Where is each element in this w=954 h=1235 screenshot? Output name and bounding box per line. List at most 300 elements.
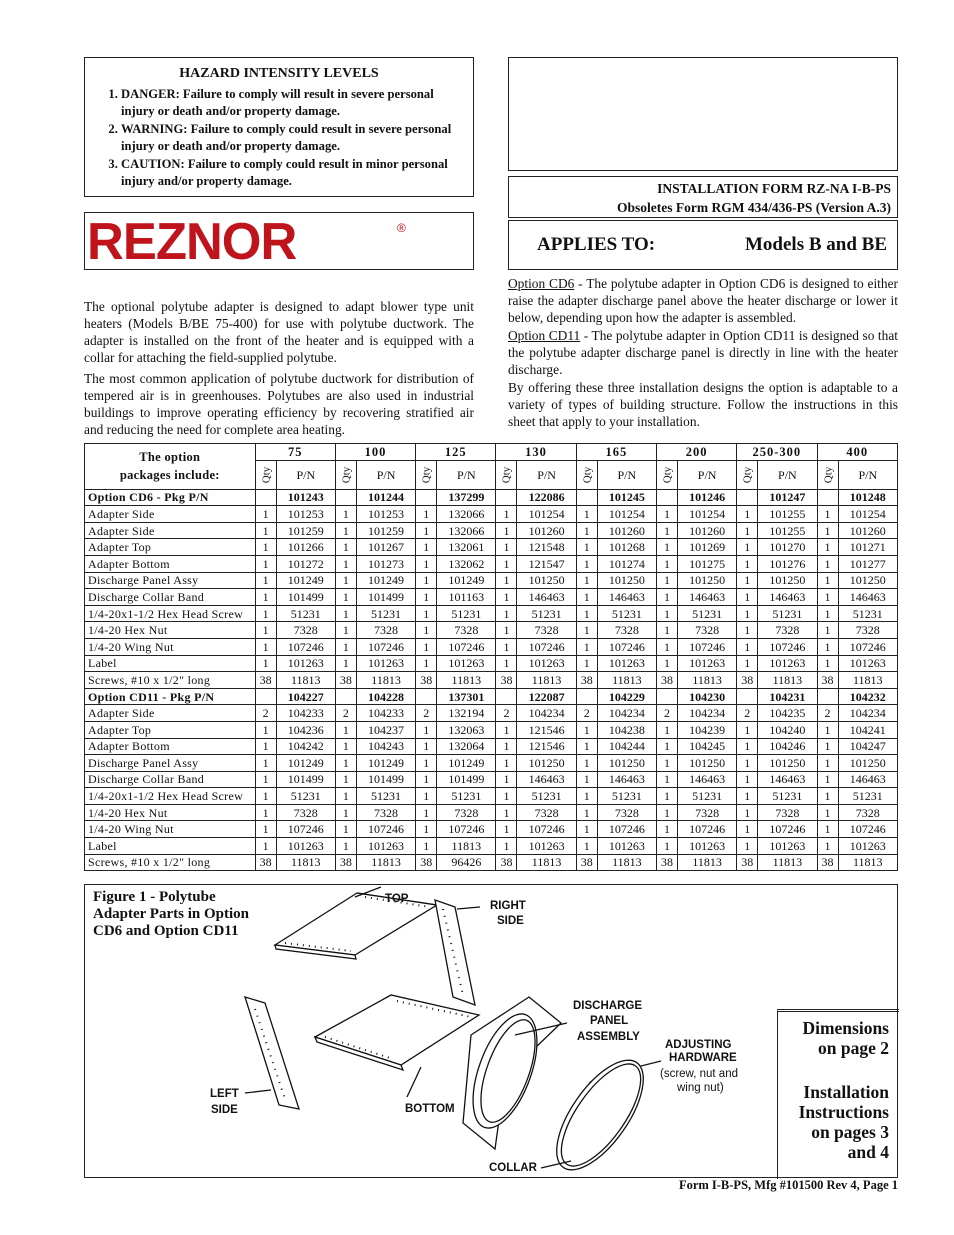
part-number-cell: 104228 [356, 688, 415, 705]
figure-1 [84, 884, 898, 1178]
qty-cell: 1 [576, 572, 597, 589]
qty-cell: 1 [255, 655, 276, 672]
part-number-cell: 101274 [597, 555, 656, 572]
qty-cell [416, 489, 437, 506]
table-row [85, 838, 898, 855]
part-number-cell: 11813 [276, 854, 335, 871]
part-number-cell: 101263 [356, 655, 415, 672]
pn-header: P/N [758, 460, 817, 489]
qty-header-label: Qty [821, 466, 834, 483]
part-number-cell: 121546 [517, 738, 576, 755]
part-number-cell: 146463 [517, 771, 576, 788]
part-number-cell: 101263 [678, 655, 737, 672]
qty-cell: 2 [496, 705, 517, 722]
qty-cell: 2 [817, 705, 838, 722]
part-number-cell: 101263 [678, 838, 737, 855]
qty-cell: 2 [335, 705, 356, 722]
part-number-cell: 104227 [276, 688, 335, 705]
qty-cell: 1 [656, 638, 677, 655]
qty-cell: 1 [255, 721, 276, 738]
qty-cell: 1 [737, 522, 758, 539]
part-number-cell: 101263 [276, 838, 335, 855]
left-side-panel-drawing [245, 997, 299, 1109]
part-number-cell: 7328 [597, 804, 656, 821]
part-number-cell: 104242 [276, 738, 335, 755]
qty-cell: 38 [817, 672, 838, 689]
part-name: Adapter Side [85, 522, 256, 539]
part-number-cell: 7328 [437, 622, 496, 639]
qty-cell: 1 [416, 838, 437, 855]
part-name: Screws, #10 x 1/2" long [85, 854, 256, 871]
figure-caption: Figure 1 - Polytube Adapter Parts in Option CD6 and Option CD11 [93, 889, 249, 939]
qty-cell: 1 [416, 655, 437, 672]
part-number-cell: 104229 [597, 688, 656, 705]
qty-cell: 1 [496, 738, 517, 755]
option-cd11-link[interactable]: Option CD11 [508, 328, 581, 343]
table-row [85, 821, 898, 838]
part-number-cell: 107246 [597, 821, 656, 838]
table-row [85, 605, 898, 622]
part-number-cell: 107246 [356, 638, 415, 655]
part-number-cell: 7328 [517, 622, 576, 639]
qty-cell: 38 [255, 854, 276, 871]
part-number-cell: 7328 [758, 622, 817, 639]
intro-text [84, 298, 474, 442]
part-number-cell: 104233 [276, 705, 335, 722]
qty-cell: 1 [817, 788, 838, 805]
qty-header-label: Qty [661, 466, 674, 483]
qty-cell: 1 [656, 605, 677, 622]
part-number-cell: 107246 [437, 821, 496, 838]
qty-cell [335, 489, 356, 506]
part-number-cell: 101255 [758, 522, 817, 539]
part-number-cell: 146463 [838, 589, 897, 606]
qty-cell: 1 [656, 622, 677, 639]
pn-header: P/N [517, 460, 576, 489]
part-number-cell: 101246 [678, 489, 737, 506]
part-number-cell: 101254 [838, 506, 897, 523]
part-number-cell: 51231 [678, 605, 737, 622]
hazard-warning: 2. WARNING: Failure to comply could result in severe personal injury or death and/or property damage. [121, 121, 463, 155]
part-number-cell: 146463 [758, 589, 817, 606]
qty-cell: 1 [737, 821, 758, 838]
part-number-cell: 104231 [758, 688, 817, 705]
qty-cell: 1 [737, 539, 758, 556]
part-number-cell: 7328 [517, 804, 576, 821]
part-name: Adapter Top [85, 721, 256, 738]
label-right-side: RIGHT [490, 900, 526, 912]
part-number-cell: 7328 [276, 804, 335, 821]
qty-cell: 1 [416, 738, 437, 755]
part-number-cell: 11813 [437, 672, 496, 689]
part-number-cell: 96426 [437, 854, 496, 871]
reznor-logo-box [84, 212, 474, 270]
part-name: Adapter Bottom [85, 555, 256, 572]
part-number-cell: 51231 [517, 605, 576, 622]
qty-cell: 2 [416, 705, 437, 722]
part-number-cell: 146463 [597, 771, 656, 788]
qty-cell [656, 688, 677, 705]
qty-cell: 1 [335, 589, 356, 606]
part-name: Discharge Collar Band [85, 589, 256, 606]
part-number-cell: 101269 [678, 539, 737, 556]
part-number-cell: 107246 [276, 821, 335, 838]
qty-cell: 1 [335, 738, 356, 755]
size-header: 400 [817, 444, 898, 461]
qty-cell: 1 [817, 622, 838, 639]
part-number-cell: 101499 [356, 589, 415, 606]
part-number-cell: 7328 [758, 804, 817, 821]
right-side-panel-drawing [435, 900, 480, 1005]
hazard-title: HAZARD INTENSITY LEVELS [179, 66, 379, 81]
qty-cell: 1 [737, 804, 758, 821]
part-number-cell: 132064 [437, 738, 496, 755]
applies-to-models: Models B and BE [744, 234, 887, 255]
qty-cell: 1 [255, 522, 276, 539]
hazard-list [95, 86, 463, 190]
part-number-cell: 101267 [356, 539, 415, 556]
inst-line-4: and 4 [847, 1142, 889, 1162]
qty-cell: 1 [416, 622, 437, 639]
part-number-cell: 101247 [758, 489, 817, 506]
discharge-panel-drawing [460, 997, 567, 1149]
table-row [85, 804, 898, 821]
part-number-cell: 101249 [276, 755, 335, 772]
part-name: Adapter Side [85, 506, 256, 523]
part-name: 1/4-20x1-1/2 Hex Head Screw [85, 605, 256, 622]
qty-cell: 38 [737, 672, 758, 689]
part-number-cell: 101263 [437, 655, 496, 672]
qty-cell: 1 [737, 788, 758, 805]
qty-cell: 1 [255, 738, 276, 755]
qty-cell: 1 [335, 555, 356, 572]
pn-header: P/N [437, 460, 496, 489]
part-number-cell: 101250 [838, 572, 897, 589]
qty-cell: 38 [576, 672, 597, 689]
table-row [85, 638, 898, 655]
part-number-cell: 101250 [597, 755, 656, 772]
part-number-cell: 101263 [838, 655, 897, 672]
qty-cell: 1 [576, 804, 597, 821]
pn-header: P/N [276, 460, 335, 489]
part-number-cell: 11813 [597, 854, 656, 871]
part-number-cell: 107246 [758, 821, 817, 838]
part-number-cell: 146463 [758, 771, 817, 788]
qty-cell: 1 [255, 555, 276, 572]
part-number-cell: 101273 [356, 555, 415, 572]
qty-cell: 1 [335, 771, 356, 788]
part-number-cell: 132194 [437, 705, 496, 722]
table-row [85, 655, 898, 672]
part-number-cell: 146463 [838, 771, 897, 788]
qty-cell: 1 [496, 771, 517, 788]
part-number-cell: 7328 [597, 622, 656, 639]
part-number-cell: 101268 [597, 539, 656, 556]
qty-cell: 1 [335, 804, 356, 821]
part-number-cell: 101254 [678, 506, 737, 523]
part-number-cell: 11813 [517, 854, 576, 871]
qty-cell: 1 [737, 555, 758, 572]
part-number-cell: 107246 [678, 821, 737, 838]
part-number-cell: 101263 [758, 838, 817, 855]
part-number-cell: 101263 [597, 655, 656, 672]
table-row [85, 522, 898, 539]
qty-cell: 1 [576, 506, 597, 523]
qty-cell: 1 [817, 522, 838, 539]
qty-cell: 1 [817, 721, 838, 738]
qty-cell: 1 [416, 589, 437, 606]
part-number-cell: 11813 [678, 672, 737, 689]
part-number-cell: 101249 [356, 572, 415, 589]
part-number-cell: 101250 [517, 755, 576, 772]
qty-header-label: Qty [420, 466, 433, 483]
label-assembly: ASSEMBLY [577, 1031, 640, 1043]
part-number-cell: 104234 [517, 705, 576, 722]
label-right-side-2: SIDE [497, 915, 524, 927]
qty-cell: 1 [576, 622, 597, 639]
qty-cell: 1 [496, 721, 517, 738]
part-number-cell: 101245 [597, 489, 656, 506]
part-number-cell: 137299 [437, 489, 496, 506]
part-name: Discharge Panel Assy [85, 755, 256, 772]
part-name: Discharge Panel Assy [85, 572, 256, 589]
part-name: Screws, #10 x 1/2" long [85, 672, 256, 689]
qty-cell: 38 [416, 672, 437, 689]
qty-cell: 1 [737, 838, 758, 855]
parts-table [84, 443, 898, 871]
qty-cell: 1 [817, 506, 838, 523]
qty-cell [817, 489, 838, 506]
qty-cell [576, 489, 597, 506]
table-row [85, 788, 898, 805]
table-row [85, 705, 898, 722]
part-number-cell: 101263 [517, 838, 576, 855]
qty-cell: 1 [255, 821, 276, 838]
part-number-cell: 122086 [517, 489, 576, 506]
qty-cell: 1 [496, 539, 517, 556]
qty-cell: 1 [335, 655, 356, 672]
qty-cell: 1 [496, 506, 517, 523]
part-number-cell: 51231 [356, 605, 415, 622]
qty-header [335, 460, 356, 489]
part-number-cell: 11813 [356, 672, 415, 689]
qty-cell: 1 [496, 821, 517, 838]
polytube-parts-diagram [85, 885, 897, 1177]
qty-header-label: Qty [741, 466, 754, 483]
label-left: LEFT [210, 1088, 239, 1100]
part-name: 1/4-20x1-1/2 Hex Head Screw [85, 788, 256, 805]
part-number-cell: 7328 [838, 804, 897, 821]
hazard-levels-box [84, 57, 474, 197]
qty-cell: 1 [496, 804, 517, 821]
part-number-cell: 11813 [838, 672, 897, 689]
part-number-cell: 104235 [758, 705, 817, 722]
qty-cell: 1 [255, 589, 276, 606]
qty-cell: 1 [496, 572, 517, 589]
part-number-cell: 121547 [517, 555, 576, 572]
reznor-logo: REZNOR [87, 213, 297, 271]
size-header: 125 [416, 444, 496, 461]
part-number-cell: 107246 [437, 638, 496, 655]
qty-cell: 1 [255, 755, 276, 772]
qty-cell: 38 [656, 672, 677, 689]
table-row [85, 539, 898, 556]
part-name: Discharge Collar Band [85, 771, 256, 788]
qty-cell: 1 [737, 638, 758, 655]
inst-line-3: on pages 3 [811, 1122, 889, 1142]
option-cd11-body: - The polytube adapter in Option CD11 is designed so that the polytube adapter discharge panel is directly in line with the heater discharge. [508, 328, 898, 377]
part-number-cell: 101263 [597, 838, 656, 855]
qty-cell: 1 [656, 804, 677, 821]
qty-cell [737, 489, 758, 506]
qty-cell: 38 [255, 672, 276, 689]
part-number-cell: 104241 [838, 721, 897, 738]
part-number-cell: 101266 [276, 539, 335, 556]
part-number-cell: 101250 [517, 572, 576, 589]
qty-cell: 1 [416, 804, 437, 821]
qty-cell: 1 [416, 555, 437, 572]
qty-cell: 1 [576, 655, 597, 672]
part-number-cell: 101249 [356, 755, 415, 772]
part-number-cell: 101249 [276, 572, 335, 589]
label-adjusting: ADJUSTING [665, 1039, 732, 1051]
part-number-cell: 104243 [356, 738, 415, 755]
qty-cell: 1 [576, 771, 597, 788]
part-number-cell: 51231 [517, 788, 576, 805]
qty-header-label: Qty [340, 466, 353, 483]
part-number-cell: 101270 [758, 539, 817, 556]
qty-cell: 1 [576, 721, 597, 738]
page-reference-box [777, 1009, 899, 1179]
inst-line-2: Instructions [798, 1102, 889, 1122]
qty-cell: 1 [255, 622, 276, 639]
qty-cell: 38 [656, 854, 677, 871]
part-number-cell: 7328 [838, 622, 897, 639]
part-number-cell: 7328 [678, 804, 737, 821]
part-number-cell: 11813 [517, 672, 576, 689]
qty-cell: 1 [576, 738, 597, 755]
qty-cell: 38 [576, 854, 597, 871]
qty-cell: 1 [335, 838, 356, 855]
intro-paragraph-2: The most common application of polytube ductwork for distribution of tempered air is in greenhouses. Polytubes are also used in industrial buildings to improve operating efficiency by recovering stratified air and reducing the need for complete area heating. [84, 371, 474, 437]
table-row [85, 854, 898, 871]
part-number-cell: 7328 [437, 804, 496, 821]
qty-cell: 2 [255, 705, 276, 722]
part-number-cell: 101253 [356, 506, 415, 523]
qty-cell: 1 [335, 755, 356, 772]
qty-cell: 38 [496, 672, 517, 689]
part-number-cell: 137301 [437, 688, 496, 705]
qty-cell: 1 [737, 655, 758, 672]
part-number-cell: 101276 [758, 555, 817, 572]
qty-cell: 1 [576, 755, 597, 772]
part-number-cell: 11813 [678, 854, 737, 871]
qty-cell: 1 [496, 605, 517, 622]
qty-cell: 38 [335, 854, 356, 871]
part-number-cell: 101163 [437, 589, 496, 606]
qty-cell: 1 [416, 788, 437, 805]
qty-cell: 1 [255, 804, 276, 821]
qty-cell [817, 688, 838, 705]
qty-cell: 1 [416, 771, 437, 788]
table-row [85, 589, 898, 606]
part-number-cell: 104245 [678, 738, 737, 755]
part-name: Option CD11 - Pkg P/N [85, 688, 256, 705]
part-number-cell: 101254 [597, 506, 656, 523]
part-number-cell: 51231 [356, 788, 415, 805]
part-number-cell: 104246 [758, 738, 817, 755]
qty-cell: 1 [817, 655, 838, 672]
qty-header [255, 460, 276, 489]
table-row [85, 755, 898, 772]
part-name: Option CD6 - Pkg P/N [85, 489, 256, 506]
option-cd6-body: - The polytube adapter in Option CD6 is designed to either raise the adapter discharge panel above the heater discharge or lower it below, depending upon how the adapter is assembled. [508, 276, 899, 325]
qty-cell [496, 688, 517, 705]
label-discharge: DISCHARGE [573, 1000, 643, 1012]
qty-cell: 1 [335, 821, 356, 838]
option-cd6-paragraph [508, 275, 898, 326]
qty-cell: 2 [656, 705, 677, 722]
part-number-cell: 101250 [838, 755, 897, 772]
part-name: 1/4-20 Wing Nut [85, 821, 256, 838]
qty-cell [416, 688, 437, 705]
qty-cell: 38 [817, 854, 838, 871]
qty-header-label: Qty [259, 466, 272, 483]
registered-mark: ® [397, 221, 406, 235]
part-number-cell: 101260 [838, 522, 897, 539]
part-number-cell: 101272 [276, 555, 335, 572]
qty-cell: 1 [255, 838, 276, 855]
qty-cell: 1 [496, 589, 517, 606]
part-number-cell: 146463 [678, 771, 737, 788]
qty-cell: 1 [496, 555, 517, 572]
dims-line-2: on page 2 [818, 1038, 889, 1058]
qty-cell: 1 [817, 539, 838, 556]
part-number-cell: 101250 [597, 572, 656, 589]
qty-cell [737, 688, 758, 705]
qty-cell: 1 [737, 572, 758, 589]
part-number-cell: 101260 [678, 522, 737, 539]
qty-cell: 1 [656, 572, 677, 589]
qty-cell: 1 [416, 506, 437, 523]
qty-cell: 1 [656, 755, 677, 772]
qty-cell: 1 [416, 638, 437, 655]
part-number-cell: 107246 [758, 638, 817, 655]
qty-cell: 1 [737, 622, 758, 639]
qty-cell: 1 [737, 755, 758, 772]
table-row [85, 572, 898, 589]
qty-cell: 1 [335, 506, 356, 523]
size-header: 100 [335, 444, 415, 461]
part-name: 1/4-20 Wing Nut [85, 638, 256, 655]
qty-cell: 1 [817, 755, 838, 772]
qty-cell: 1 [656, 589, 677, 606]
part-number-cell: 101249 [437, 572, 496, 589]
qty-cell: 1 [656, 539, 677, 556]
applies-to-label: APPLIES TO: [537, 234, 656, 255]
qty-cell [656, 489, 677, 506]
part-number-cell: 11813 [356, 854, 415, 871]
part-number-cell: 101259 [356, 522, 415, 539]
qty-cell: 1 [576, 555, 597, 572]
qty-cell: 2 [737, 705, 758, 722]
option-cd6-link[interactable]: Option CD6 [508, 276, 575, 291]
qty-cell: 1 [656, 821, 677, 838]
part-name: Adapter Side [85, 705, 256, 722]
part-number-cell: 101263 [517, 655, 576, 672]
intro-paragraph-1: The optional polytube adapter is designed to adapt blower type unit heaters (Models B/BE 75-400) for use with polytube ductwork. The adapter is installed on the front of the heater and is equipped with a collar for attaching the field-supplied polytube. [84, 299, 474, 365]
part-number-cell: 101250 [758, 572, 817, 589]
